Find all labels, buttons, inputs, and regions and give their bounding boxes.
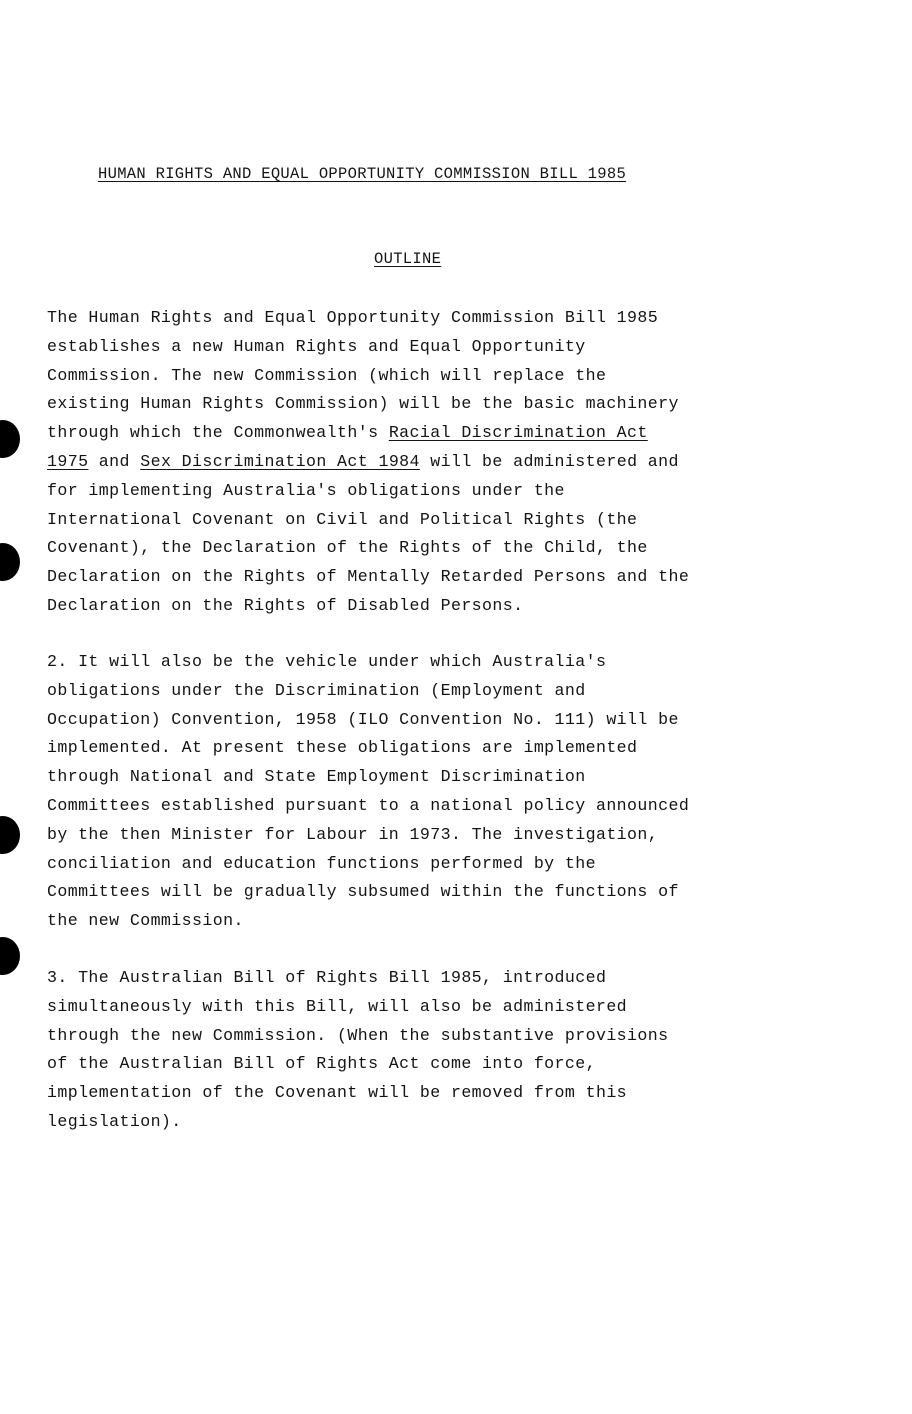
paragraph-1 xyxy=(47,304,787,621)
text-line: the new Commission. xyxy=(47,911,244,931)
text-fragment: will be administered and xyxy=(419,451,679,471)
act-citation: Sex Discrimination Act 1984 xyxy=(140,451,420,471)
text-line: The Human Rights and Equal Opportunity Commission Bill 1985 xyxy=(47,308,659,327)
text-line xyxy=(47,448,787,477)
punch-hole xyxy=(0,543,20,581)
paragraph-3 xyxy=(47,964,787,1137)
text-fragment: through which the Commonwealth's xyxy=(47,423,389,443)
text-line: for implementing Australia's obligations under the xyxy=(47,480,565,500)
paragraph-2 xyxy=(47,648,787,936)
text-line: Declaration on the Rights of Mentally Retarded Persons and the xyxy=(47,567,690,587)
text-line: 2. It will also be the vehicle under which Australia's xyxy=(47,652,607,671)
text-line: Covenant), the Declaration of the Rights of the Child, the xyxy=(47,538,648,558)
text-line: by the then Minister for Labour in 1973. The investigation, xyxy=(47,824,659,844)
section-heading: OUTLINE xyxy=(374,250,442,268)
text-line: 3. The Australian Bill of Rights Bill 1985, introduced xyxy=(47,968,607,987)
text-line: establishes a new Human Rights and Equal Opportunity xyxy=(47,336,586,356)
text-line: legislation). xyxy=(47,1111,182,1131)
text-line: of the Australian Bill of Rights Act come into force, xyxy=(47,1054,596,1074)
punch-hole xyxy=(0,937,20,975)
punch-hole xyxy=(0,816,20,854)
punch-hole xyxy=(0,420,20,458)
text-line: implemented. At present these obligations are implemented xyxy=(47,738,638,758)
text-line: simultaneously with this Bill, will also be administered xyxy=(47,996,628,1016)
text-line: Commission. The new Commission (which will replace the xyxy=(47,365,607,385)
text-line: Declaration on the Rights of Disabled Persons. xyxy=(47,595,524,615)
text-line: Committees will be gradually subsumed within the functions of xyxy=(47,882,679,902)
text-fragment: and xyxy=(88,451,141,471)
text-line: conciliation and education functions performed by the xyxy=(47,853,596,873)
text-line: Occupation) Convention, 1958 (ILO Convention No. 111) will be xyxy=(47,709,679,729)
text-line: existing Human Rights Commission) will be the basic machinery xyxy=(47,394,679,414)
text-line: Committees established pursuant to a national policy announced xyxy=(47,795,690,815)
text-line: obligations under the Discrimination (Employment and xyxy=(47,680,586,700)
text-line: through National and State Employment Discrimination xyxy=(47,767,586,787)
text-line xyxy=(47,419,787,448)
text-line: through the new Commission. (When the substantive provisions xyxy=(47,1025,669,1045)
text-line: International Covenant on Civil and Political Rights (the xyxy=(47,509,638,529)
text-line: implementation of the Covenant will be removed from this xyxy=(47,1083,628,1103)
act-citation-year: 1975 xyxy=(47,451,89,471)
act-citation: Racial Discrimination Act xyxy=(388,423,648,443)
document-title: HUMAN RIGHTS AND EQUAL OPPORTUNITY COMMISSION BILL 1985 xyxy=(98,165,627,183)
